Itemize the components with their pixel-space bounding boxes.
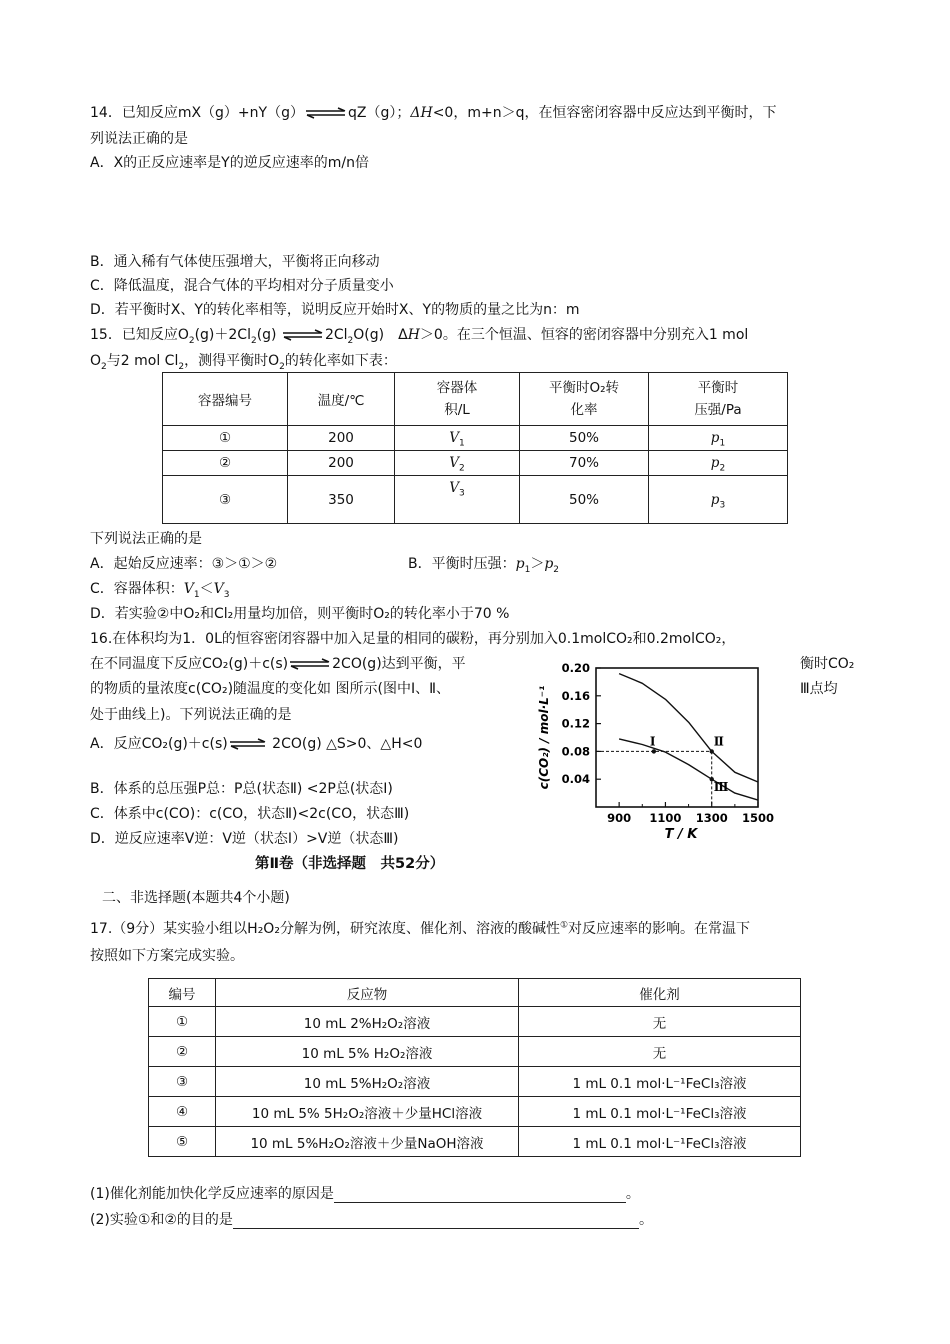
q16-line2: 在不同温度下反应CO₂(g)＋c(s) 2CO(g)达到平衡，平 xyxy=(90,656,466,672)
table-header-row xyxy=(163,373,788,426)
cell-p: $p_1$ xyxy=(649,426,788,451)
cell-p: $p_3$ xyxy=(649,476,788,524)
table-row xyxy=(149,1097,801,1127)
q16-line3: 的物质的量浓度c(CO₂)随温度的变化如 图所示(图中Ⅰ、Ⅱ、 xyxy=(90,681,450,697)
cell-id: ⑤ xyxy=(149,1127,216,1157)
header-cell: 容器编号 xyxy=(163,373,288,426)
header-cell: 温度/℃ xyxy=(288,373,395,426)
header-cell: 编号 xyxy=(149,979,216,1007)
q17-sub2: (2)实验①和②的目的是 。 xyxy=(90,1212,653,1228)
cell-reactant: 10 mL 2%H₂O₂溶液 xyxy=(216,1007,519,1037)
answer-blank[interactable] xyxy=(334,1188,626,1203)
y-tick-label: 0.08 xyxy=(561,744,590,759)
point-marker xyxy=(652,749,656,753)
cell-conv: 70% xyxy=(520,451,649,476)
y-tick-label: 0.16 xyxy=(561,688,590,703)
cell-catalyst: 无 xyxy=(519,1007,801,1037)
cell-id: ① xyxy=(149,1007,216,1037)
header-cell: 平衡时O₂转 化率 xyxy=(520,373,649,426)
header-cell: 容器体 积/L xyxy=(395,373,520,426)
plot-frame xyxy=(596,668,758,807)
cell-id: ① xyxy=(163,426,288,451)
cell-reactant: 10 mL 5%H₂O₂溶液 xyxy=(216,1067,519,1097)
cell-id: ③ xyxy=(149,1067,216,1097)
header-cell: 反应物 xyxy=(216,979,519,1007)
section2-subtitle: 二、非选择题(本题共4个小题) xyxy=(102,890,290,906)
q17-line2: 按照如下方案完成实验。 xyxy=(90,948,244,964)
table-row xyxy=(163,451,788,476)
series-line-2 xyxy=(619,739,758,800)
q17-sub1: (1)催化剂能加快化学反应速率的原因是 。 xyxy=(90,1186,640,1202)
equilibrium-arrow-icon xyxy=(288,658,332,670)
cell-catalyst: 1 mL 0.1 mol·L⁻¹FeCl₃溶液 xyxy=(519,1097,801,1127)
point-label: Ⅲ xyxy=(713,780,729,795)
q14-line1: 14．已知反应mX（g）+nY（g） qZ（g）；ΔH<0，m+n＞q，在恒容密闭容器中反应达到平衡时，下 xyxy=(90,105,777,121)
q16-option-d: D．逆反应速率V逆：V逆（状态Ⅰ）>V逆（状态Ⅲ) xyxy=(90,831,399,847)
y-tick-label: 0.20 xyxy=(561,661,590,675)
q14-line2: 列说法正确的是 xyxy=(90,131,188,147)
equilibrium-arrow-icon xyxy=(304,107,348,119)
cell-reactant: 10 mL 5% 5H₂O₂溶液＋少量HCl溶液 xyxy=(216,1097,519,1127)
q15-line1: 15．已知反应$O_2(g)+2Cl_2(g)$ $2Cl_2O(g)$ ΔH＞0。在三个恒温、恒容的密闭容器中分别充入1 mol xyxy=(90,327,749,346)
point-label: Ⅰ xyxy=(649,734,656,749)
y-tick-label: 0.04 xyxy=(561,772,590,787)
cell-vol: $V_1$ xyxy=(395,426,520,451)
table-row xyxy=(149,1007,801,1037)
header-cell: 平衡时 压强/Pa xyxy=(649,373,788,426)
q15-option-c: C．容器体积：$V_1<V_3$ xyxy=(90,581,230,600)
x-tick-label: 1100 xyxy=(649,811,682,825)
table-row xyxy=(163,426,788,451)
q15-ask: 下列说法正确的是 xyxy=(90,531,202,547)
table-row xyxy=(163,476,788,524)
cell-reactant: 10 mL 5% H₂O₂溶液 xyxy=(216,1037,519,1067)
cell-reactant: 10 mL 5%H₂O₂溶液＋少量NaOH溶液 xyxy=(216,1127,519,1157)
q16-line1: 16.在体积均为1．0L的恒容密闭容器中加入足量的相同的碳粉，再分别加入0.1molCO₂和0.2molCO₂， xyxy=(90,631,736,647)
q16-line4: 处于曲线上)。下列说法正确的是 xyxy=(90,707,292,723)
cell-p: $p_2$ xyxy=(649,451,788,476)
cell-conv: 50% xyxy=(520,426,649,451)
cell-catalyst: 1 mL 0.1 mol·L⁻¹FeCl₃溶液 xyxy=(519,1067,801,1097)
q15-option-a: A．起始反应速率：③＞①＞② xyxy=(90,556,278,572)
q15-line2: $O_2$与2 mol $Cl_2$，测得平衡时$O_2$的转化率如下表： xyxy=(90,353,397,372)
q15-table xyxy=(162,372,788,524)
cell-id: ② xyxy=(163,451,288,476)
q16-option-a: A．反应CO₂(g)＋c(s) 2CO(g) △S>0、△H<0 xyxy=(90,736,423,752)
q16-line3-right: Ⅲ点均 xyxy=(800,681,838,697)
q14-option-b: B．通入稀有气体使压强增大，平衡将正向移动 xyxy=(90,254,380,270)
cell-temp: 200 xyxy=(288,426,395,451)
section2-title: 第Ⅱ卷（非选择题 共52分） xyxy=(255,856,445,872)
cell-conv: 50% xyxy=(520,476,649,524)
point-marker xyxy=(710,749,714,753)
series-line-1 xyxy=(619,674,758,782)
q16-line2-right: 衡时CO₂ xyxy=(800,656,855,672)
cell-vol: $V_3$ xyxy=(395,476,520,524)
cell-temp: 200 xyxy=(288,451,395,476)
y-axis-label: c(CO₂) / mol·L⁻¹ xyxy=(537,685,551,790)
q17-line1: 17.（9分）某实验小组以H₂O₂分解为例，研究浓度、催化剂、溶液的酸碱性①对反应速率的影响。在常温下 xyxy=(90,920,751,937)
cell-temp: 350 xyxy=(288,476,395,524)
cell-vol: $V_2$ xyxy=(395,451,520,476)
co2-concentration-chart xyxy=(528,655,788,845)
cell-id: ③ xyxy=(163,476,288,524)
x-axis-label: T / K xyxy=(664,827,698,842)
q16-option-c: C．体系中c(CO)：c(CO，状态Ⅱ)<2c(CO，状态Ⅲ) xyxy=(90,806,410,822)
q16-option-b: B．体系的总压强P总：P总(状态Ⅱ) <2P总(状态Ⅰ) xyxy=(90,781,393,797)
q14-option-a: A．X的正反应速率是Y的逆反应速率的m/n倍 xyxy=(90,155,369,171)
cell-id: ② xyxy=(149,1037,216,1067)
x-tick-label: 1300 xyxy=(695,811,728,825)
table-header-row xyxy=(149,979,801,1007)
cell-catalyst: 无 xyxy=(519,1037,801,1067)
q15-option-d: D．若实验②中O₂和Cl₂用量均加倍，则平衡时O₂的转化率小于70 % xyxy=(90,606,510,622)
equilibrium-arrow-icon xyxy=(228,738,268,750)
table-row xyxy=(149,1037,801,1067)
q17-table xyxy=(148,978,801,1157)
answer-blank[interactable] xyxy=(233,1214,639,1229)
header-cell: 催化剂 xyxy=(519,979,801,1007)
cell-id: ④ xyxy=(149,1097,216,1127)
q14-option-c: C．降低温度，混合气体的平均相对分子质量变小 xyxy=(90,278,394,294)
equilibrium-arrow-icon xyxy=(281,329,325,341)
x-tick-label: 1500 xyxy=(741,811,775,825)
point-label: Ⅱ xyxy=(713,734,724,749)
table-row xyxy=(149,1067,801,1097)
x-tick-label: 900 xyxy=(607,811,632,825)
y-tick-label: 0.12 xyxy=(561,716,590,731)
q15-option-b: B．平衡时压强：$p_1>p_2$ xyxy=(408,556,560,575)
q14-option-d: D．若平衡时X、Y的转化率相等，说明反应开始时X、Y的物质的量之比为n：m xyxy=(90,302,580,318)
table-row xyxy=(149,1127,801,1157)
cell-catalyst: 1 mL 0.1 mol·L⁻¹FeCl₃溶液 xyxy=(519,1127,801,1157)
